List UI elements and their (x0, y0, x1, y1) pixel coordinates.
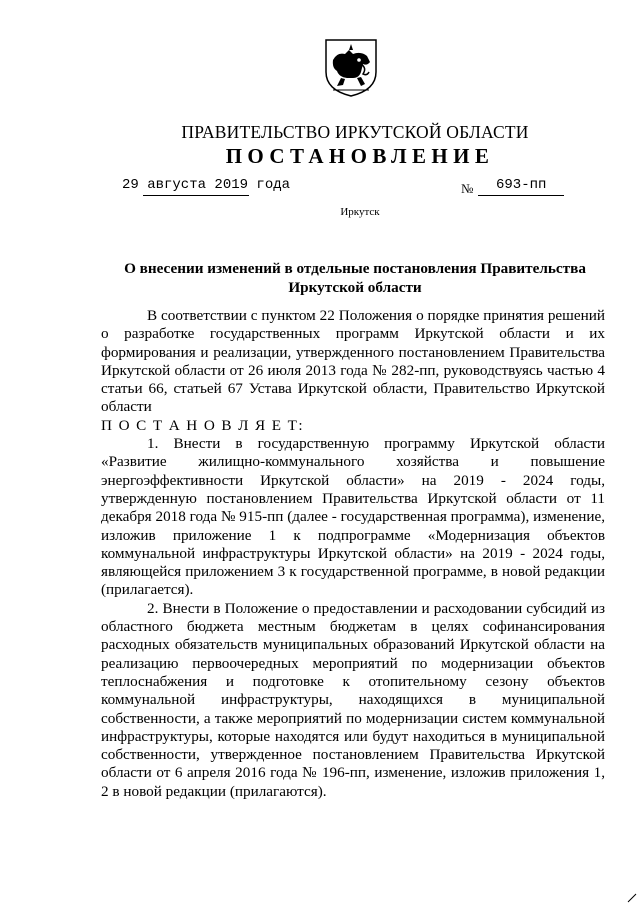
document-body (101, 307, 605, 801)
document-date: 29 августа 2019 года (122, 177, 291, 193)
coat-of-arms-icon (323, 38, 379, 98)
title-line: О внесении изменений в отдельные постановления Правительства (124, 260, 586, 277)
title-line: Иркутской области (288, 279, 422, 296)
government-name: ПРАВИТЕЛЬСТВО ИРКУТСКОЙ ОБЛАСТИ (181, 122, 529, 142)
preamble-paragraph: В соответствии с пунктом 22 Положения о порядке принятия решений о разработке государственных программ Иркутской области и их формирования и реализации, утвержденного постановлением Правительства Иркутской области от 26 июля 2013 года № 282-пп, руководствуясь частью 4 статьи 66, статьей 67 Устава Иркутской области, Правительство Иркутской области (101, 307, 605, 416)
document-type: ПОСТАНОВЛЕНИЕ (225, 144, 495, 168)
number-sign: № (461, 181, 474, 196)
clause-paragraph: 2. Внести в Положение о предоставлении и расходовании субсидий из областного бюджета местным бюджетам в целях софинансирования расходных обязательств муниципальных образований Иркутской области на реализацию первоочередных мероприятий по модернизации объектов теплоснабжения и подготовке к отопительному сезону объектов коммунальной инфраструктуры, находящихся в муниципальной собственности, а также мероприятий по модернизации систем коммунальной инфраструктуры, которые находятся или будут находиться в муниципальной собственности, утвержденное постановлением Правительства Иркутской области от 6 апреля 2016 года № 196-пп, изменение, изложив приложения 1, 2 в новой редакции (прилагаются). (101, 599, 605, 800)
city-name: Иркутск (340, 206, 380, 218)
date-underline (143, 195, 249, 196)
document-number: 693-пп (496, 177, 547, 193)
document-title (100, 259, 610, 297)
clause-paragraph: 1. Внести в государственную программу Иркутской области «Развитие жилищно-коммунального хозяйства и повышение энергоэффективности Иркутской области» на 2019 - 2024 годы, утвержденную постановлением Правительства Иркутской области от 11 декабря 2018 года № 915-пп (далее - государственная программа), изменение, изложив приложение 1 к подпрограмме «Модернизация объектов коммунальной инфраструктуры Иркутской области» на 2019 - 2024 годы, являющейся приложением 3 к государственной программе, в новой редакции (прилагается). (101, 435, 605, 599)
number-underline (478, 195, 564, 196)
resolves-heading: П О С Т А Н О В Л Я Е Т: (101, 416, 304, 434)
page-corner-mark (626, 891, 638, 903)
